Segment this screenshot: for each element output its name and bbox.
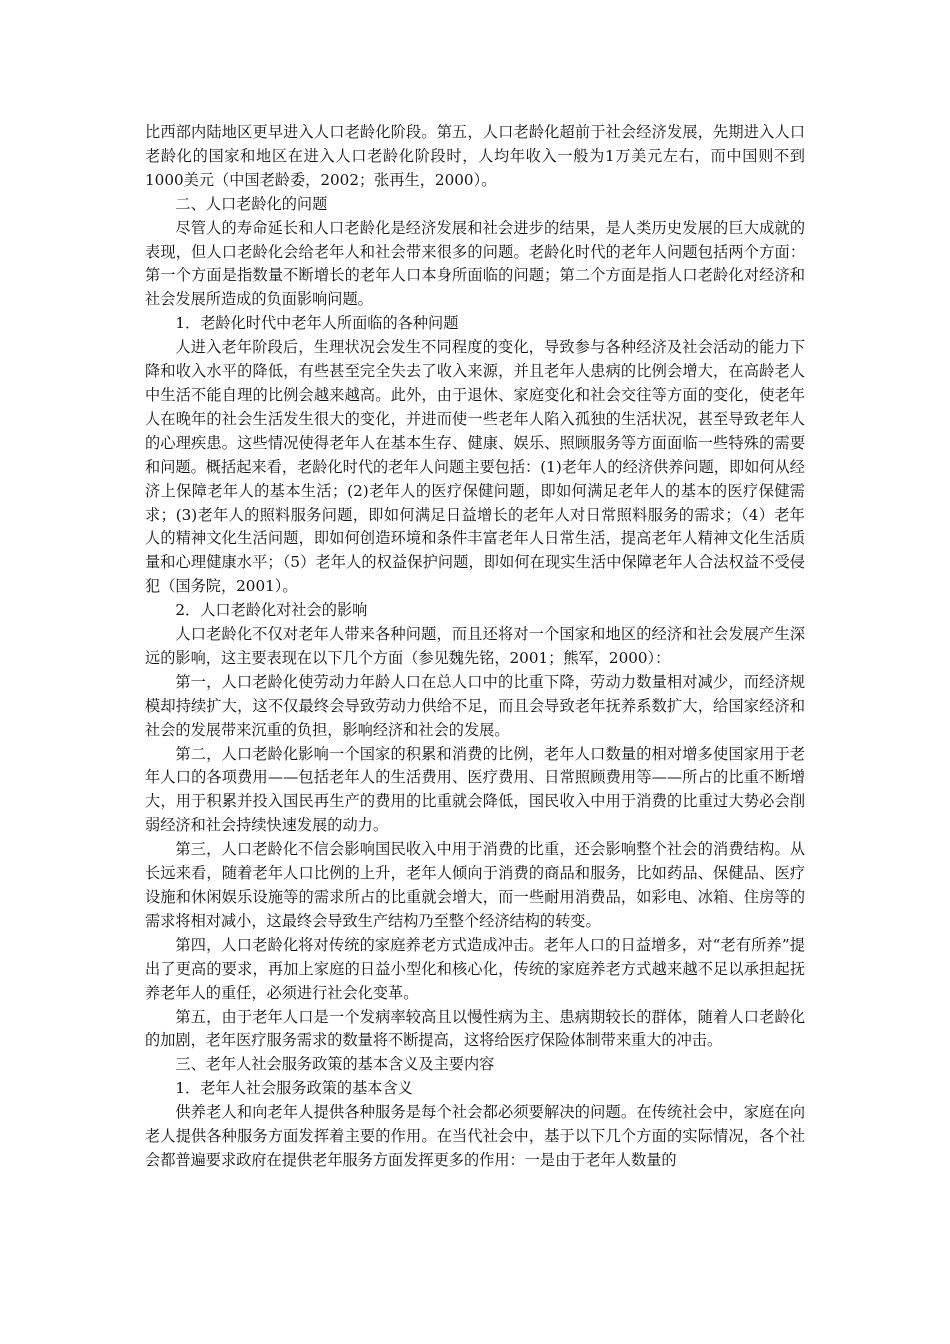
subsection-heading-2-1: 1．老龄化时代中老年人所面临的各种问题: [175, 314, 459, 333]
paragraph: 人进入老年阶段后，生理状况会发生不同程度的变化，导致参与各种经济及社会活动的能力下降和收入水平的降低，有些甚至完全失去了收入来源，并且老年人患病的比例会增大，在高龄老人中生活不能自理的比例会越来越高。此外，由于退休、家庭变化和社会交往等方面的变化，使老年人在晚年的社会生活发生很大的变化，并进而使一些老年人陷入孤独的生活状况，甚至导致老年人的心理疾患。这些情况使得老年人在基本生存、健康、娱乐、照顾服务等方面面临一些特殊的需要和问题。概括起来看，老龄化时代的老年人问题主要包括：(1)老年人的经济供养问题，即如何从经济上保障老年人的基本生活；(2)老年人的医疗保健问题，即如何满足老年人的基本的医疗保健需求；(3)老年人的照料服务问题，即如何满足日益增长的老年人对日常照料服务的需求；（4）老年人的精神文化生活问题，即如何创造环境和条件丰富老年人日常生活，提高老年人精神文化生活质量和心理健康水平；（5）老年人的权益保护问题，即如何在现实生活中保障老年人合法权益不受侵犯（国务院，2001）。: [145, 338, 805, 596]
section-heading-3: 三、老年人社会服务政策的基本含义及主要内容: [175, 1055, 495, 1074]
document-page: [145, 121, 805, 1173]
paragraph: 供养老人和向老年人提供各种服务是每个社会都必须要解决的问题。在传统社会中，家庭在向老人提供各种服务方面发挥着主要的作用。在当代社会中，基于以下几个方面的实际情况，各个社会都普遍要求政府在提供老年服务方面发挥更多的作用：一是由于老年人数量的: [145, 1103, 805, 1169]
section-heading-2: 二、人口老龄化的问题: [175, 194, 328, 213]
paragraph: 人口老龄化不仅对老年人带来各种问题，而且还将对一个国家和地区的经济和社会发展产生深远的影响，这主要表现在以下几个方面（参见魏先铭，2001；熊军，2000）：: [145, 625, 805, 667]
paragraph: 第五，由于老年人口是一个发病率较高且以慢性病为主、患病期较长的群体，随着人口老龄化的加剧，老年医疗服务需求的数量将不断提高，这将给医疗保险体制带来重大的冲击。: [145, 1007, 805, 1050]
paragraph-continuation: 比西部内陆地区更早进入人口老龄化阶段。第五，人口老龄化超前于社会经济发展，先期进入人口老龄化的国家和地区在进入人口老龄化阶段时，人均年收入一般为1万美元左右，而中国则不到1000美元（中国老龄委，2002；张再生，2000）。: [145, 123, 805, 189]
subsection-heading-2-2: 2．人口老龄化对社会的影响: [175, 601, 368, 620]
paragraph: 第一，人口老龄化使劳动力年龄人口在总人口中的比重下降，劳动力数量相对减少，而经济规模却持续扩大，这不仅最终会导致劳动力供给不足，而且会导致老年抚养系数扩大，给国家经济和社会的发展带来沉重的负担，影响经济和社会的发展。: [145, 672, 805, 739]
subsection-heading-3-1: 1．老年人社会服务政策的基本含义: [175, 1079, 413, 1098]
paragraph: 尽管人的寿命延长和人口老龄化是经济发展和社会进步的结果，是人类历史发展的巨大成就的表现，但人口老龄化会给老年人和社会带来很多的问题。老龄化时代的老年人问题包括两个方面：第一个方面是指数量不断增长的老年人口本身所面临的问题；第二个方面是指人口老龄化对经济和社会发展所造成的负面影响问题。: [145, 218, 805, 309]
paragraph: 第四，人口老龄化将对传统的家庭养老方式造成冲击。老年人口的日益增多，对“老有所养”提出了更高的要求，再加上家庭的日益小型化和核心化，传统的家庭养老方式越来越不足以承担起抚养老年人的重任，必须进行社会化变革。: [145, 935, 805, 1002]
paragraph: 第二，人口老龄化影响一个国家的积累和消费的比例，老年人口数量的相对增多使国家用于老年人口的各项费用——包括老年人的生活费用、医疗费用、日常照顾费用等——所占的比重不断增大，用于积累并投入国民再生产的费用的比重就会降低，国民收入中用于消费的比重过大势必会削弱经济和社会持续快速发展的动力。: [145, 744, 805, 835]
paragraph: 第三，人口老龄化不信会影响国民收入中用于消费的比重，还会影响整个社会的消费结构。从长远来看，随着老年人口比例的上升，老年人倾向于消费的商品和服务，比如药品、保健品、医疗设施和休闲娱乐设施等的需求所占的比重就会增大，而一些耐用消费品，如彩电、冰箱、住房等的需求将相对减小，这最终会导致生产结构乃至整个经济结构的转变。: [145, 840, 805, 930]
